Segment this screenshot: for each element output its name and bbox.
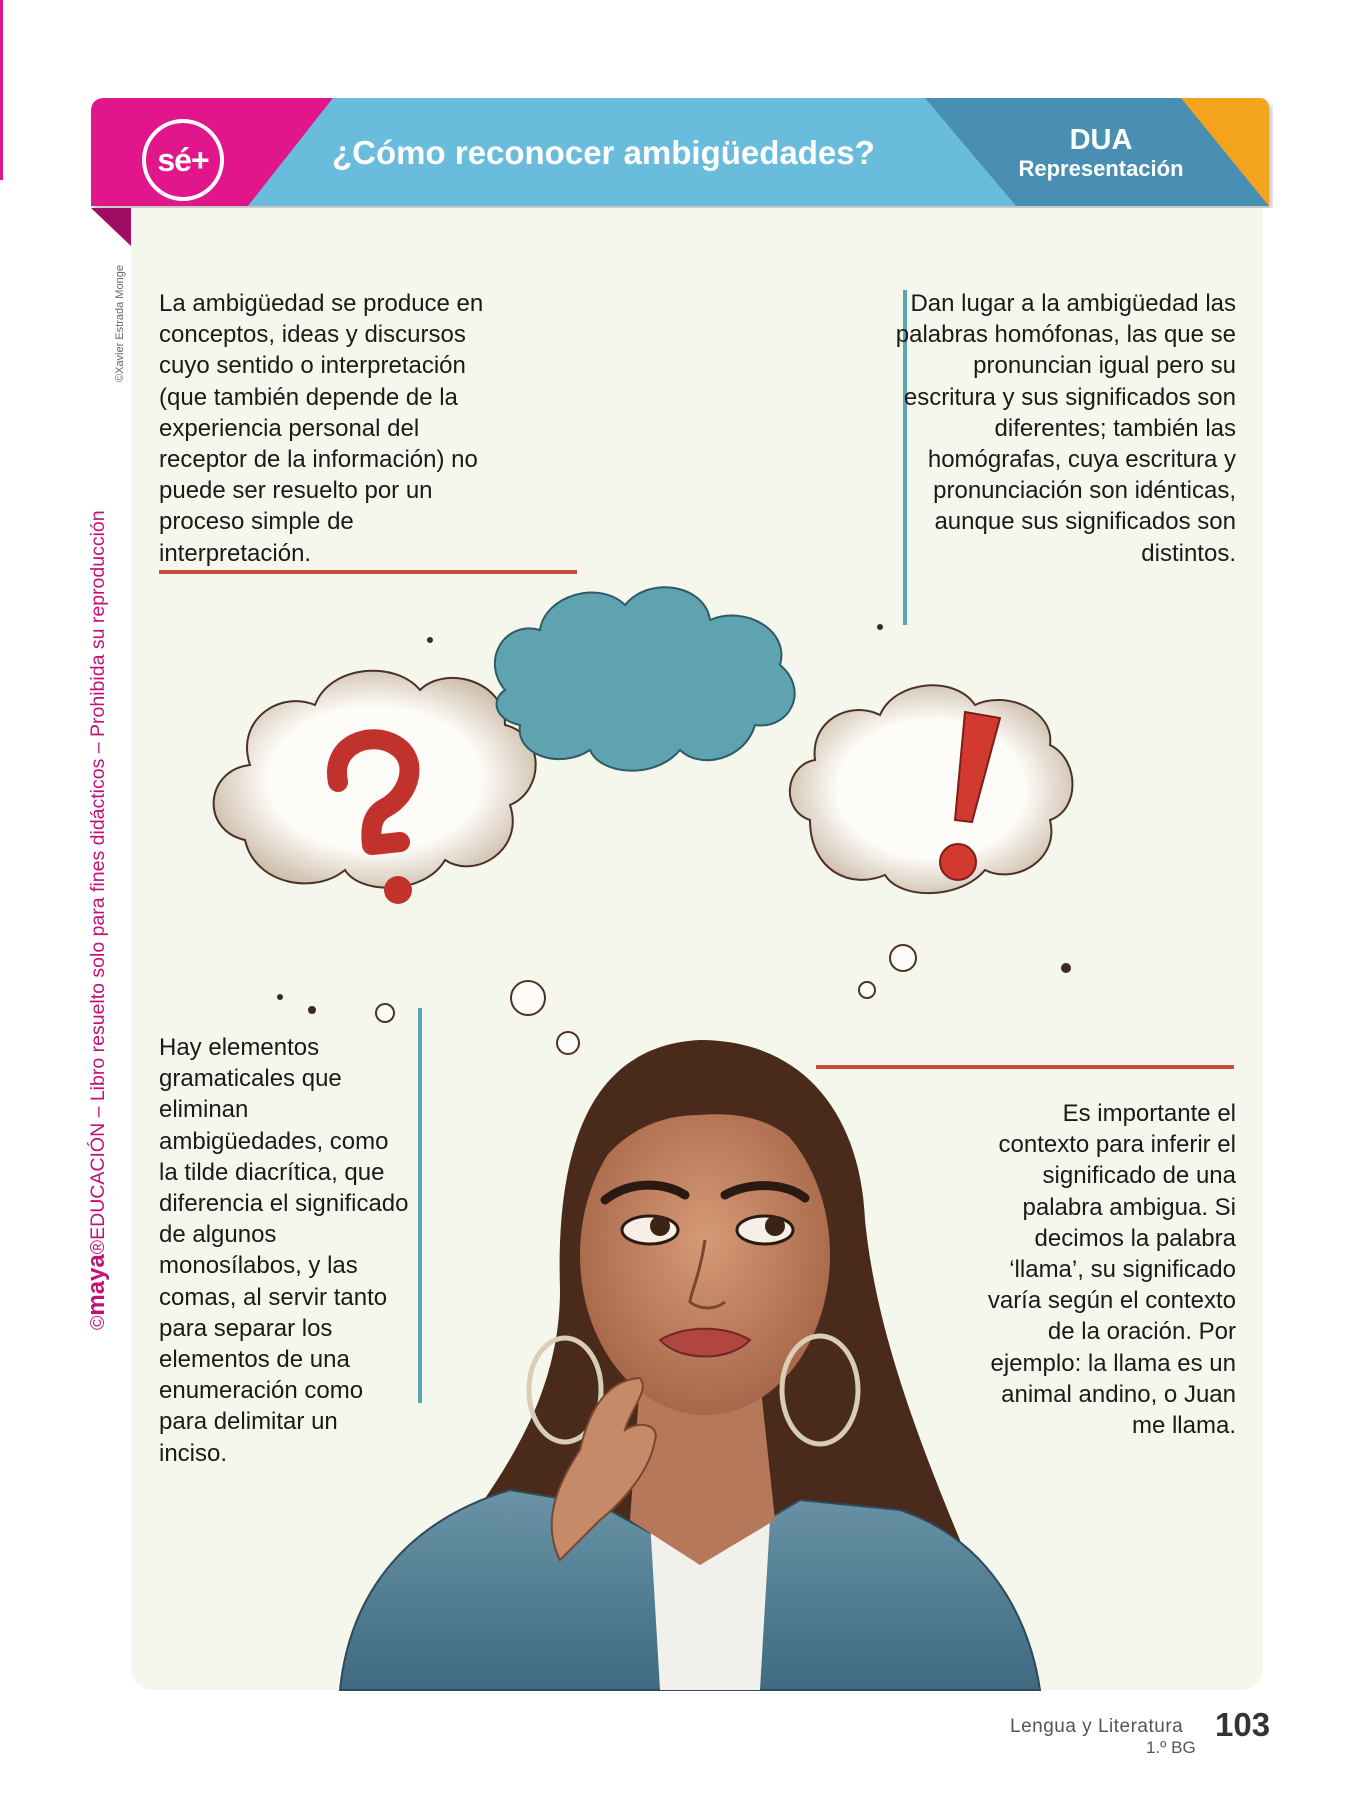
dua-badge-title: DUA [1069,124,1133,156]
blue-cloud [495,587,795,770]
copyright-notice: ©maya®EDUCACIÓN – Libro resuelto solo para fines didácticos – Prohibida su reproducción [83,510,110,1330]
page-number: 103 [1215,1706,1271,1743]
brand-name: maya [83,1254,110,1316]
footer-subject: Lengua y Literatura [1010,1716,1184,1737]
exclamation-cloud [790,685,1073,893]
divider-red-2 [816,1065,1234,1069]
paragraph-homophones: Dan lugar a la ambigüedad las palabras homófonas, las que se pronuncian igual pero su escritura y sus significados son diferentes; también las homógrafas, cuya escritura y pronunciación son idénticas, aunque sus significados son distintos. [895,290,1236,567]
paragraph-definition: La ambigüedad se produce en conceptos, ideas y discursos cuyo sentido o interpretación (que también depende de la experiencia personal del receptor de la información) no puede ser resuelto por un proceso simple de interpretación. [159,290,484,567]
footer-grade: 1.º BG [1146,1738,1196,1757]
paragraph-context: Es importante el contexto para inferir el significado de una palabra ambigua. Si decimos la palabra ‘llama’, su significado varía según el contexto de la oración. Por ejemplo: la llama es un animal andino, o Juan me llama. [987,1100,1236,1440]
divider-blue-2 [418,1008,422,1403]
page-title: ¿Cómo reconocer ambigüedades? [332,134,875,171]
question-cloud [214,671,536,904]
copyright-text: EDUCACIÓN – Libro resuelto solo para fines didácticos – Prohibida su reproducción [87,510,109,1240]
thought-bubbles [376,945,916,1054]
divider-red-1 [159,570,577,574]
paragraph-grammar-elements: Hay elementos gramaticales que eliminan ambigüedades, como la tilde diacrítica, que diferencia el significado de algunos monosílabos, y las comas, al servir tanto para separar los elementos de una enumeración como para delimitar un inciso. [159,1034,409,1467]
se-plus-logo: sé+ [142,119,224,201]
illustration-credit: ©Xavier Estrada Monge [114,265,126,382]
dua-badge-subtitle: Representación [1018,156,1184,181]
